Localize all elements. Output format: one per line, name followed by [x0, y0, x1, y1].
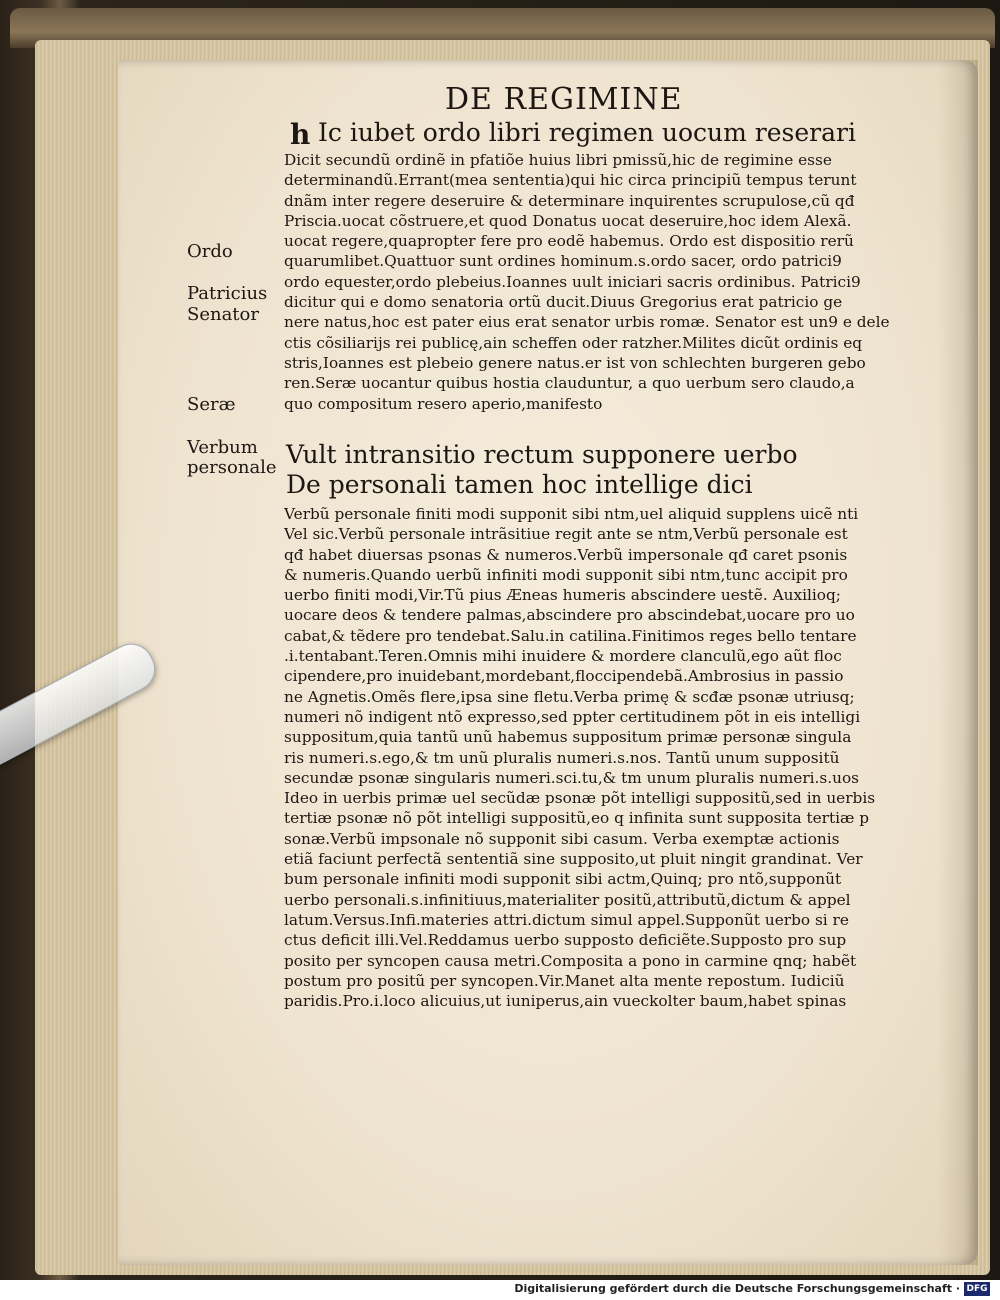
heading-verse-1: Ic iubet ordo libri regimen uocum reserari	[318, 118, 856, 147]
text-line: Verbũ personale finiti modi supponit sibi ntm,uel aliquid supplens uicẽ nti	[284, 505, 859, 523]
margin-note-serae: Seræ	[187, 394, 236, 415]
text-line: ctis cõsiliarijs rei publicę,ain scheffen oder ratzher.Milites dicũt ordinis eq	[284, 333, 863, 352]
text-line: suppositum,quia tantũ unũ habemus suppositum primæ personæ singula	[284, 728, 852, 747]
text-line: tertiæ psonæ nõ põt intelligi suppositũ,eo q infinita sunt supposita tertiæ p	[284, 809, 870, 828]
footer-credit: Digitalisierung gefördert durch die Deutsche Forschungsgemeinschaft ·	[514, 1282, 960, 1295]
text-line: ctus deficit illi.Vel.Reddamus uerbo supposto deficiẽte.Supposto pro sup	[284, 931, 847, 950]
text-line: uerbo personali.s.infinitiuus,materialiter positũ,attributũ,dictum & appel	[284, 890, 851, 909]
text-line: postum pro positũ per syncopen.Vir.Manet alta mente repostum. Iudiciũ	[284, 971, 845, 990]
text-line: uocat regere,quapropter fere pro eodẽ habemus. Ordo est dispositio rerũ	[284, 232, 854, 251]
text-line: latum.Versus.Infi.materies attri.dictum simul appel.Supponũt uerbo si re	[284, 910, 849, 929]
margin-note-verbum: Verbum	[187, 437, 258, 458]
dfg-logo: DFG	[964, 1282, 990, 1296]
running-head: DE REGIMINE	[445, 82, 683, 117]
text-line: .i.tentabant.Teren.Omnis mihi inuidere & mordere clanculũ,ego aũt floc	[284, 647, 842, 666]
text-line: determinandũ.Errant(mea sententia)qui hic circa principiũ tempus terunt	[284, 171, 857, 190]
page-fore-edge	[938, 60, 978, 1265]
heading-verse-2: Vult intransitio rectum supponere uerbo	[286, 440, 798, 469]
text-line: uocare deos & tendere palmas,abscindere pro abscindebat,uocare pro uo	[284, 606, 855, 625]
text-line: stris,Ioannes est plebeio genere natus.er ist von schlechten burgeren gebo	[284, 353, 866, 372]
footer	[0, 1280, 1000, 1300]
text-line: numeri nõ indigent ntõ expresso,sed ppter certitudinem põt in eis intelligi	[284, 707, 861, 726]
margin-note-ordo: Ordo	[187, 241, 233, 262]
text-line: quo compositum resero aperio,manifesto	[284, 394, 603, 413]
text-line: qđ habet diuersas psonas & numeros.Verbũ impersonale qđ caret psonis	[284, 545, 848, 564]
margin-note-senator: Senator	[187, 304, 259, 325]
text-line: ren.Seræ uocantur quibus hostia clauduntur, a quo uerbum sero claudo,a	[284, 374, 855, 393]
text-line: dicitur qui e domo senatoria ortũ ducit.Diuus Gregorius erat patricio ge	[284, 293, 843, 312]
text-line: ordo equester,ordo plebeius.Ioannes uult iniciari sacris ordinibus. Patrici9	[284, 272, 861, 291]
text-line: nere natus,hoc est pater eius erat senator urbis romæ. Senator est un9 e dele	[284, 313, 890, 332]
text-line: cipendere,pro inuidebant,mordebant,floccipendebã.Ambrosius in passio	[284, 667, 844, 686]
margin-note-personale: personale	[187, 457, 277, 478]
heading-verse-3: De personali tamen hoc intellige dici	[286, 470, 753, 499]
text-line: Vel sic.Verbũ personale intrãsitiue regit ante se ntm,Verbũ personale est	[284, 525, 848, 544]
text-line: posito per syncopen causa metri.Composita a pono in carmine qnq; habẽt	[284, 951, 857, 970]
heading-initial: h	[290, 118, 311, 151]
text-line: secundæ psonæ singularis numeri.sci.tu,& tm unum pluralis numeri.s.uos	[284, 768, 860, 787]
text-line: cabat,& tẽdere pro tendebat.Salu.in catilina.Finitimos reges bello tentare	[284, 626, 857, 645]
text-line: uerbo finiti modi,Vir.Tũ pius Æneas humeris abscindere uestẽ. Auxilioq;	[284, 586, 841, 605]
text-line: sonæ.Verbũ impsonale nõ supponit sibi casum. Verba exemptæ actionis	[284, 829, 840, 848]
text-line: Dicit secundũ ordinẽ in pfatiõe huius libri pmissũ,hic de regimine esse	[284, 151, 832, 169]
text-line: Priscia.uocat cõstruere,et quod Donatus uocat deseruire,hoc idem Alexã.	[284, 211, 852, 230]
text-line: dnãm inter regere deseruire & determinare inquirentes scrupulose,cũ qđ	[284, 191, 855, 210]
margin-note-patricius: Patricius	[187, 283, 268, 304]
text-line: ne Agnetis.Omẽs flere,ipsa sine fletu.Verba primę & scđæ psonæ utriusq;	[284, 687, 855, 706]
text-line: etiã faciunt perfectã sententiã sine supposito,ut pluit ningit grandinat. Ver	[284, 850, 863, 869]
text-line: & numeris.Quando uerbũ infiniti modi supponit sibi ntm,tunc accipit pro	[284, 565, 848, 584]
text-block-2	[284, 504, 904, 1011]
text-line: ris numeri.s.ego,& tm unũ pluralis numeri.s.nos. Tantũ unum suppositũ	[284, 748, 840, 767]
text-line: quarumlibet.Quattuor sunt ordines hominum.s.ordo sacer, ordo patrici9	[284, 252, 842, 271]
text-line: paridis.Pro.i.loco alicuius,ut iuniperus,ain vueckolter baum,habet spinas	[284, 992, 847, 1011]
text-block-1	[284, 150, 904, 414]
text-line: Ideo in uerbis primæ uel secũdæ psonæ põt intelligi suppositũ,sed in uerbis	[284, 789, 876, 808]
text-line: bum personale infiniti modi supponit sibi actm,Quinq; pro ntõ,supponũt	[284, 870, 842, 889]
